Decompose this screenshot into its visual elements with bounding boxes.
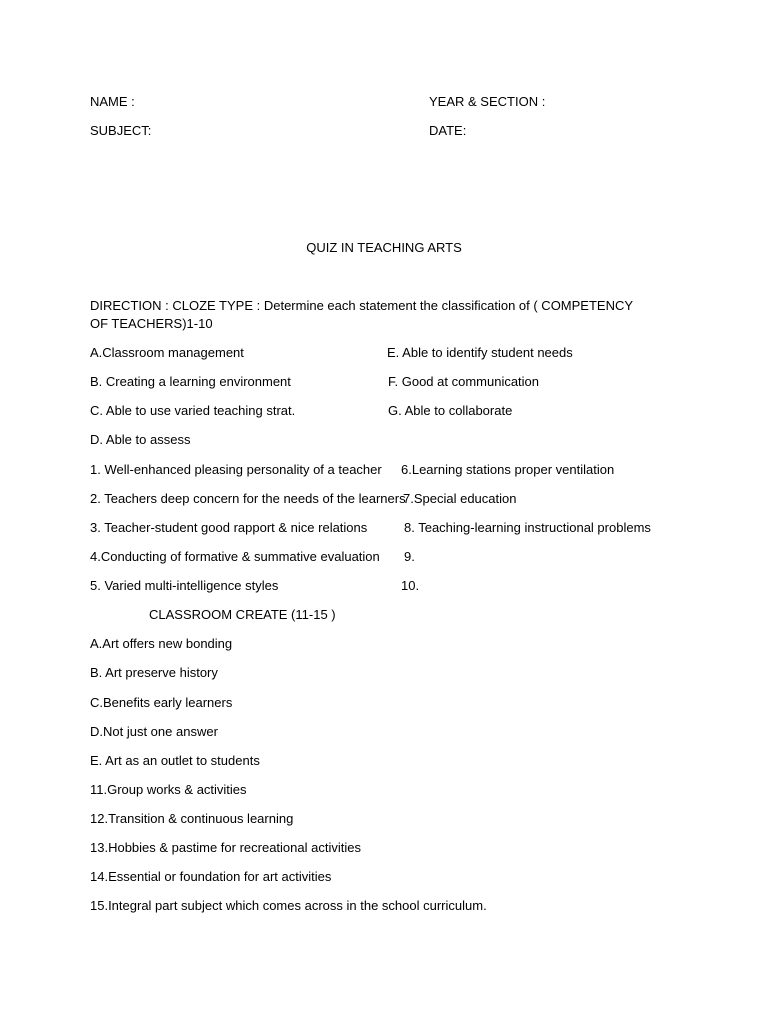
item-15: 15.Integral part subject which comes across in the school curriculum. bbox=[90, 898, 487, 913]
page-title: QUIZ IN TEACHING ARTS bbox=[306, 240, 462, 255]
direction-text: DIRECTION : CLOZE TYPE : Determine each statement the classification of ( COMPETENCY OF TEACHERS)1-10 bbox=[90, 298, 633, 331]
choice-a: A.Classroom management bbox=[90, 345, 244, 360]
year-section-label: YEAR & SECTION : bbox=[429, 94, 546, 109]
item-5: 5. Varied multi-intelligence styles bbox=[90, 578, 279, 593]
choice-a-2: A.Art offers new bonding bbox=[90, 636, 233, 651]
item-14: 14.Essential or foundation for art activities bbox=[90, 869, 332, 884]
item-4: 4.Conducting of formative & summative evaluation bbox=[90, 549, 380, 564]
choice-d-2: D.Not just one answer bbox=[90, 724, 218, 739]
choice-b-2: B. Art preserve history bbox=[90, 665, 218, 680]
item-13: 13.Hobbies & pastime for recreational activities bbox=[90, 840, 361, 855]
item-3: 3. Teacher-student good rapport & nice relations bbox=[90, 520, 368, 535]
choice-f: F. Good at communication bbox=[388, 374, 540, 389]
item-8: 8. Teaching-learning instructional problems bbox=[404, 520, 651, 535]
choice-c-2: C.Benefits early learners bbox=[90, 695, 233, 710]
item-1: 1. Well-enhanced pleasing personality of a teacher bbox=[90, 462, 382, 477]
choice-c: C. Able to use varied teaching strat. bbox=[90, 403, 296, 418]
item-6: 6.Learning stations proper ventilation bbox=[401, 462, 615, 477]
item-7: 7.Special education bbox=[403, 491, 517, 506]
item-2: 2. Teachers deep concern for the needs of the learners bbox=[90, 491, 406, 506]
choice-b: B. Creating a learning environment bbox=[90, 374, 291, 389]
choice-e: E. Able to identify student needs bbox=[387, 345, 573, 360]
date-label: DATE: bbox=[429, 123, 467, 138]
subject-label: SUBJECT: bbox=[90, 123, 152, 138]
item-10: 10. bbox=[401, 578, 420, 593]
section-heading: CLASSROOM CREATE (11-15 ) bbox=[149, 607, 336, 622]
choice-d: D. Able to assess bbox=[90, 432, 191, 447]
item-12: 12.Transition & continuous learning bbox=[90, 811, 294, 826]
name-label: NAME : bbox=[90, 94, 135, 109]
item-11: 11.Group works & activities bbox=[90, 782, 247, 797]
choice-g: G. Able to collaborate bbox=[388, 403, 513, 418]
choice-e-2: E. Art as an outlet to students bbox=[90, 753, 260, 768]
item-9: 9. bbox=[404, 549, 415, 564]
